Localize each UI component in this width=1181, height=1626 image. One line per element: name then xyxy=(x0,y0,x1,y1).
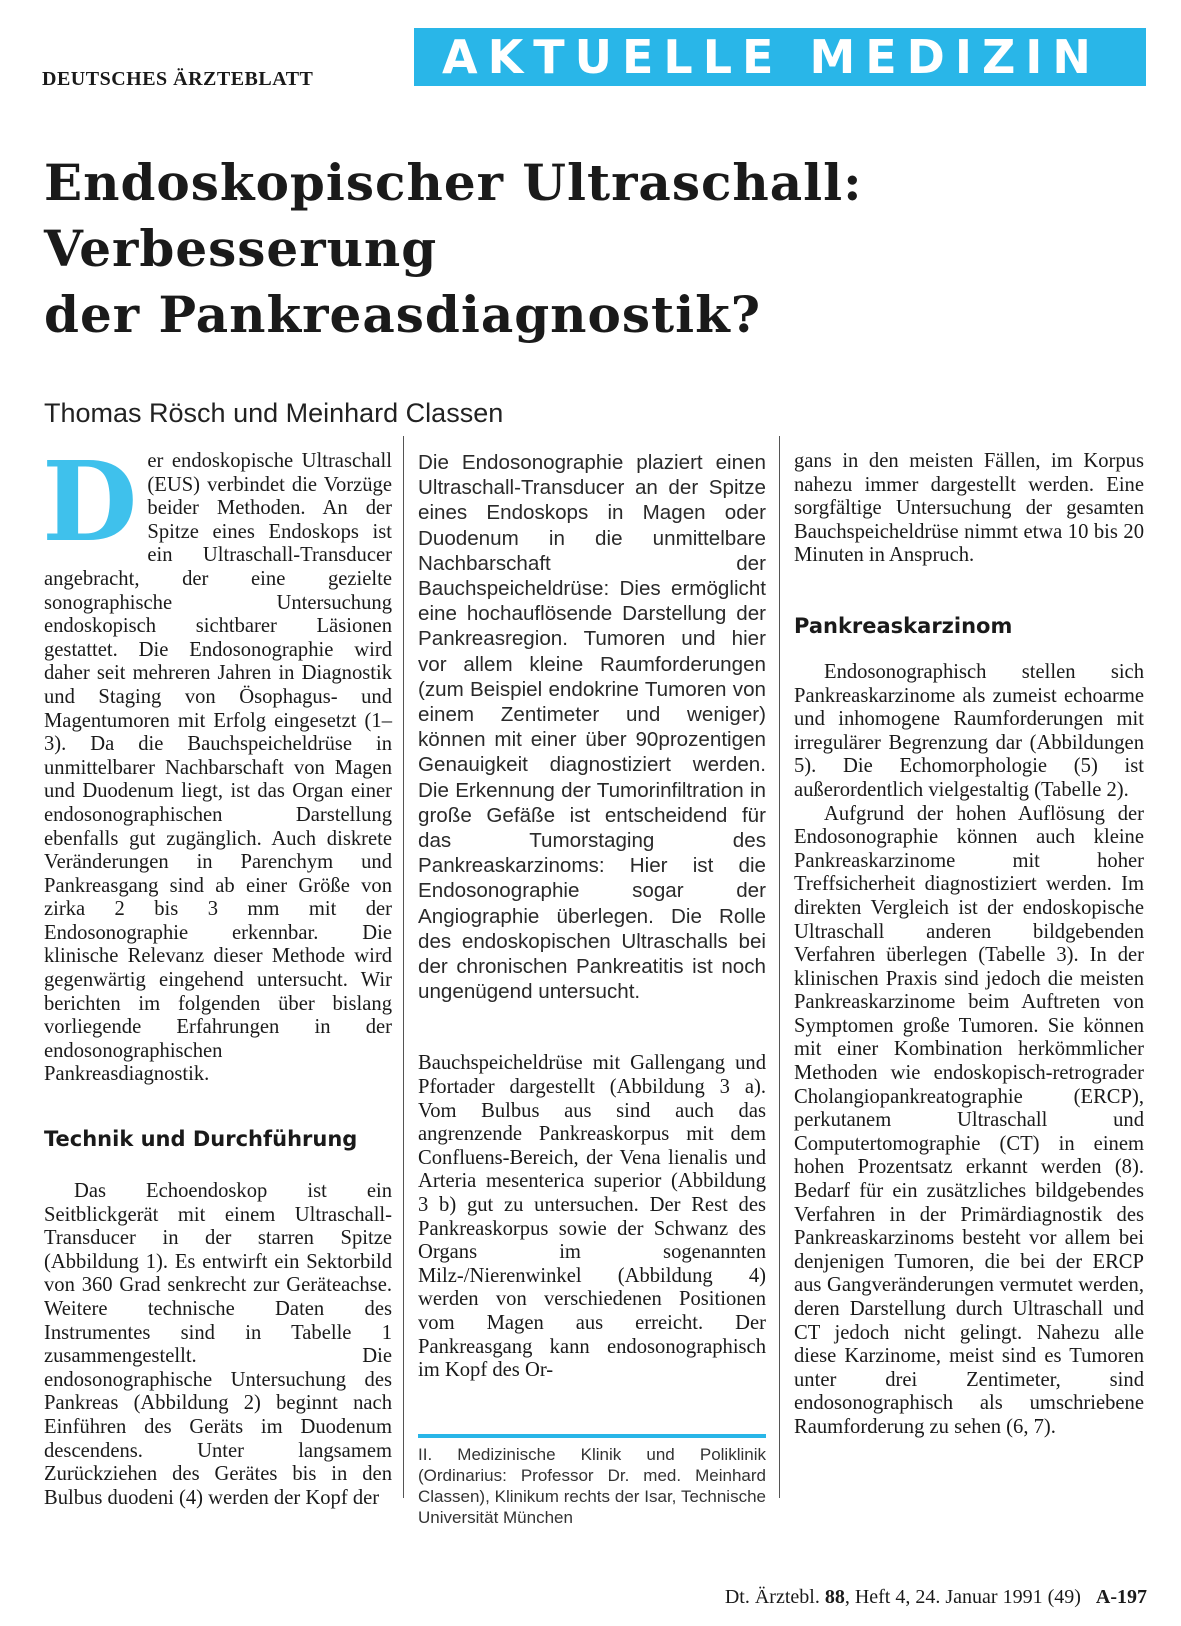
footer-journal: Dt. Ärztebl. xyxy=(724,1586,820,1608)
technik-paragraph: Das Echoendoskop ist ein Seitblickgerät mit einem Ultraschall-Transducer in der starren Spitze (Abbildung 1). Es entwirft ein Sektorbild von 360 Grad senkrecht zur Geräteachse. Weitere technische Daten des Instrumentes sind in Tabelle 1 zusammengestellt. Die endosonographische Untersuchung des Pankreas (Abbildung 2) beginnt nach Einführen des Geräts im Duodenum descendens. Unter langsamem Zurückziehen des Gerätes bis in den Bulbus duodeni (4) werden der Kopf der xyxy=(44,1180,392,1509)
column-divider-2 xyxy=(779,436,780,1498)
summary-paragraph: Die Endosonographie plaziert einen Ultraschall-Transducer an der Spitze eines Endoskops in Magen oder Duodenum in die unmittelbare Nachbarschaft der Bauchspeicheldrüse: Dies ermöglicht eine hochauflösende Darstellung der Pankreasregion. Tumoren und hier vor allem kleine Raumforderungen (zum Beispiel endokrine Tumoren von einem Zentimeter und weniger) können mit einer über 90prozentigen Genauigkeit diagnostiziert werden. Die Erkennung der Tumorinfiltration in große Gefäße ist entscheidend für das Tumorstaging des Pankreaskarzinoms: Hier ist die Endosonographie sogar der Angiographie überlegen. Die Rolle des endoskopischen Ultraschalls bei der chronischen Pankreatitis ist noch ungenügend untersucht. xyxy=(418,451,766,1004)
section-banner: AKTUELLE MEDIZIN xyxy=(414,28,1146,86)
footer-volume: 88 xyxy=(824,1586,845,1608)
column-1 xyxy=(42,437,392,1510)
title-line-3: der Pankreasdiagnostik? xyxy=(44,285,762,344)
page-footer xyxy=(725,1586,1147,1609)
article-authors: Thomas Rösch und Meinhard Classen xyxy=(44,398,504,428)
body-paragraph: Bauchspeicheldrüse mit Gallengang und Pfortader dargestellt (Abbildung 3 a). Vom Bulbus aus sind auch das angrenzende Pankreaskorpus mit dem Confluens-Bereich, der Vena lienalis und Arteria mesenterica superior (Abbildung 3 b) gut zu untersuchen. Der Rest des Pankreaskorpus sowie der Schwanz des Organs im sogenannten Milz-/Nierenwinkel (Abbildung 4) werden von verschiedenen Positionen vom Magen aus erreicht. Der Pankreasgang kann endosonographisch im Kopf des Or- xyxy=(418,1052,766,1382)
drop-cap: D xyxy=(42,437,138,566)
title-line-2: Verbesserung xyxy=(44,219,438,278)
column-2 xyxy=(418,450,766,1383)
karzinom-paragraph-2: Aufgrund der hohen Auflösung der Endosonographie können auch kleine Pankreaskarzinome mit hoher Treffsicherheit diagnostiziert werden. Im direkten Vergleich ist der endoskopische Ultraschall anderen bildgebenden Verfahren überlegen (Tabelle 3). In der klinischen Praxis sind jedoch die meisten Pankreaskarzinome beim Auftreten von Symptomen große Tumoren. Sie können mit einer Kombination herkömmlicher Methoden wie endoskopisch-retrograder Cholangiopankreatographie (ERCP), perkutanem Ultraschall und Computertomographie (CT) in einem hohen Prozentsatz erkannt werden (8). Bedarf für ein zusätzliches bildgebendes Verfahren in der Primärdiagnostik des Pankreaskarzinoms besteht vor allem bei denjenigen Tumoren, die bei der ERCP aus Gangveränderungen vermutet werden, deren Darstellung durch Ultraschall und CT jedoch nicht gelingt. Nahezu alle diese Karzinome, meist sind es Tumoren unter drei Zentimeter, sind endosonographisch als umschriebene Raumforderung zu sehen (6, 7). xyxy=(794,802,1144,1438)
column-3 xyxy=(794,450,1144,1440)
karzinom-paragraph-1: Endosonographisch stellen sich Pankreaskarzinome als zumeist echoarme und inhomogene Raumforderungen mit irregulärer Begrenzung dar (Abbildungen 5). Die Echomorphologie (5) ist außerordentlich vielgestaltig (Tabelle 2). xyxy=(794,660,1144,801)
article-title xyxy=(44,150,1124,348)
heading-karzinom: Pankreaskarzinom xyxy=(794,613,1013,638)
continued-paragraph: gans in den meisten Fällen, im Korpus nahezu immer dargestellt werden. Eine sorgfältige Untersuchung der gesamten Bauchspeicheldrüse nimmt etwa 10 bis 20 Minuten in Anspruch. xyxy=(794,450,1144,567)
column-divider-1 xyxy=(403,436,404,1498)
affiliation-separator xyxy=(418,1434,766,1438)
intro-paragraph: er endoskopische Ultraschall (EUS) verbindet die Vorzüge beider Methoden. An der Spitze eines Endoskops ist ein Ultraschall-Transducer angebracht, der eine gezielte sonographische Untersuchung endoskopisch sichtbarer Läsionen gestattet. Die Endosonographie wird daher seit mehreren Jahren in Diagnostik und Staging von Ösophagus- und Magentumoren mit Erfolg eingesetzt (1–3). Da die Bauchspeicheldrüse in unmittelbarer Nachbarschaft von Magen und Duodenum liegt, ist das Organ einer endosonographischen Darstellung ebenfalls gut zugänglich. Auch diskrete Veränderungen in Parenchym und Pankreasgang sind ab einer Größe von zirka 2 bis 3 mm mit der Endosonographie erkennbar. Die klinische Relevanz dieser Methode wird gegenwärtig eingehend untersucht. Wir berichten im folgenden über bislang vorliegende Erfahrungen in der endosonographischen Pankreasdiagnostik. xyxy=(44,450,392,1086)
journal-name: DEUTSCHES ÄRZTEBLATT xyxy=(42,68,314,90)
footer-issue: , Heft 4, 24. Januar 1991 (49) xyxy=(844,1586,1081,1608)
page-number: A-197 xyxy=(1095,1586,1147,1608)
heading-technik: Technik und Durchführung xyxy=(44,1127,358,1152)
title-line-1: Endoskopischer Ultraschall: xyxy=(44,153,863,212)
affiliation-note: II. Medizinische Klinik und Poliklinik (Ordinarius: Professor Dr. med. Meinhard Classen), Klinikum rechts der Isar, Technische Universität München xyxy=(418,1445,766,1527)
